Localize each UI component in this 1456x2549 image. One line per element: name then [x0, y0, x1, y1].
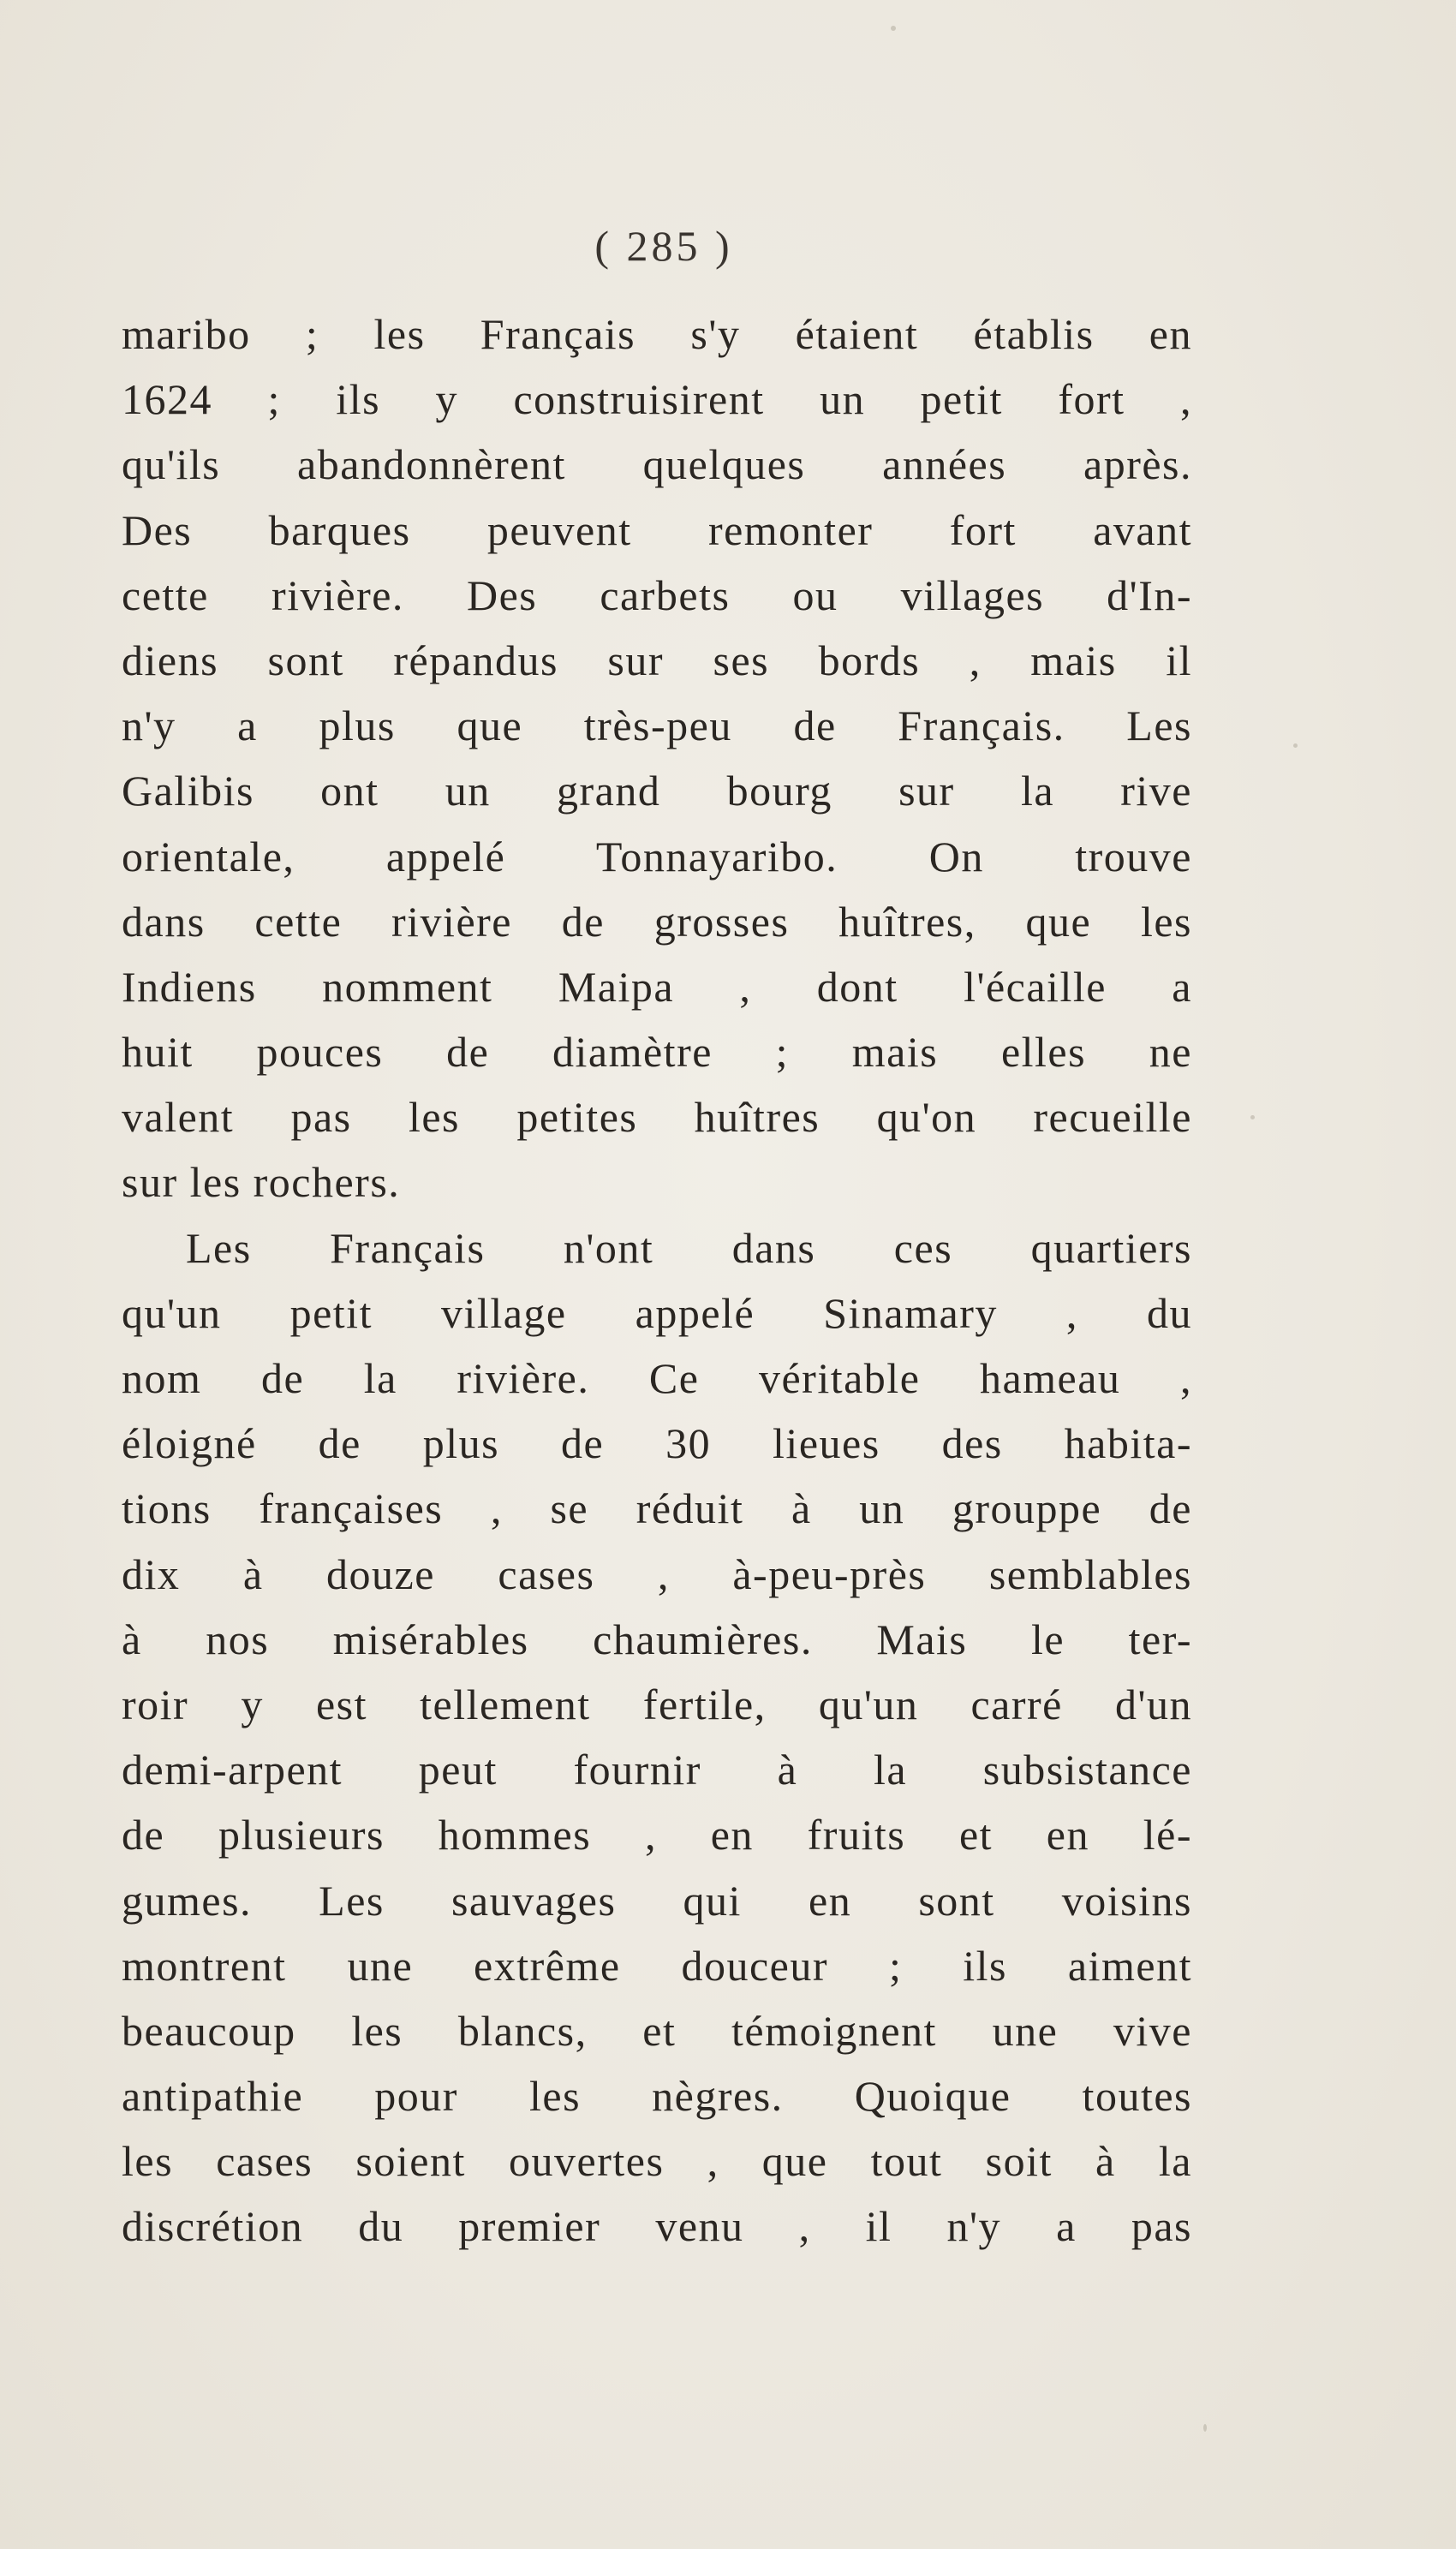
text-line: n'y a plus que très-peu de Français. Les: [122, 701, 1192, 750]
text-line: éloigné de plus de 30 lieues des habita-: [122, 1419, 1192, 1468]
paper-speck: [1250, 1115, 1255, 1119]
page-number: ( 285 ): [594, 222, 733, 270]
text-line: qu'un petit village appelé Sinamary , du: [122, 1288, 1192, 1337]
text-line: Galibis ont un grand bourg sur la rive: [122, 767, 1192, 815]
text-line: valent pas les petites huîtres qu'on recueille: [122, 1093, 1192, 1142]
body-text: [122, 301, 1192, 2259]
text-line: Indiens nomment Maipa , dont l'écaille a: [122, 962, 1192, 1011]
text-line: gumes. Les sauvages qui en sont voisins: [122, 1876, 1192, 1925]
text-line: antipathie pour les nègres. Quoique toutes: [122, 2072, 1192, 2121]
text-line: beaucoup les blancs, et témoignent une vive: [122, 2006, 1192, 2055]
text-line: nom de la rivière. Ce véritable hameau ,: [122, 1354, 1192, 1402]
text-line: diens sont répandus sur ses bords , mais il: [122, 636, 1192, 684]
paragraph-start-line: Les Français n'ont dans ces quartiers: [186, 1223, 1192, 1272]
text-line: montrent une extrême douceur ; ils aiment: [122, 1941, 1192, 1990]
text-line: qu'ils abandonnèrent quelques années après.: [122, 440, 1192, 489]
text-line: dix à douze cases , à-peu-près semblables: [122, 1549, 1192, 1598]
text-line: 1624 ; ils y construisirent un petit fort ,: [122, 375, 1192, 424]
paper-speck: [1203, 2424, 1207, 2432]
text-line: cette rivière. Des carbets ou villages d'In-: [122, 570, 1192, 619]
text-line: huit pouces de diamètre ; mais elles ne: [122, 1028, 1192, 1077]
text-line: Des barques peuvent remonter fort avant: [122, 505, 1192, 554]
text-line: à nos misérables chaumières. Mais le ter-: [122, 1615, 1192, 1663]
paper-speck: [891, 26, 896, 31]
text-line: dans cette rivière de grosses huîtres, que les: [122, 897, 1192, 946]
paper-speck: [1293, 743, 1298, 748]
text-line: les cases soient ouvertes , que tout soit à la: [122, 2137, 1192, 2186]
paragraph-end-line: sur les rochers.: [122, 1158, 401, 1207]
text-line: tions françaises , se réduit à un grouppe de: [122, 1484, 1192, 1533]
text-line: roir y est tellement fertile, qu'un carré d'un: [122, 1680, 1192, 1728]
text-line: maribo ; les Français s'y étaient établis en: [122, 310, 1192, 358]
text-line: de plusieurs hommes , en fruits et en lé-: [122, 1811, 1192, 1860]
text-line: demi-arpent peut fournir à la subsistance: [122, 1746, 1192, 1794]
text-line: discrétion du premier venu , il n'y a pas: [122, 2202, 1192, 2251]
text-line: orientale, appelé Tonnayaribo. On trouve: [122, 832, 1192, 881]
